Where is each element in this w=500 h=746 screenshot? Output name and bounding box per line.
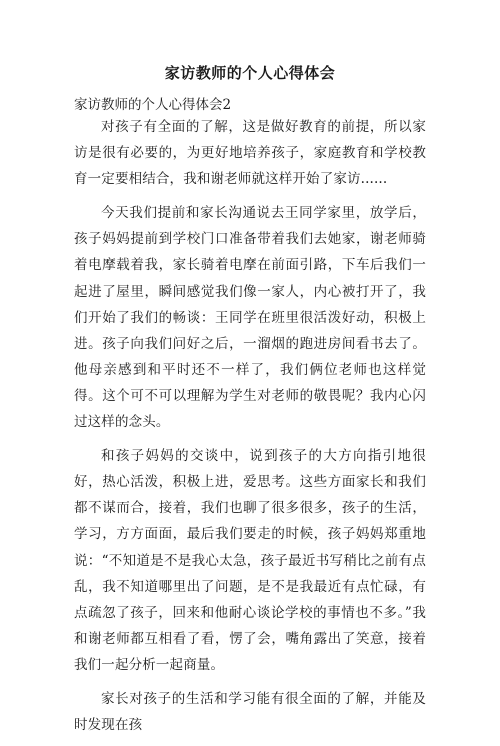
document-subtitle: 家访教师的个人心得体会2	[74, 97, 232, 113]
paragraph: 家长对孩子的生活和学习能有很全面的了解，并能及时发现在孩	[74, 690, 426, 734]
document-body	[74, 114, 426, 746]
paragraph: 今天我们提前和家长沟通说去王同学家里，放学后，孩子妈妈提前到学校门口准备带着我们去她家，谢老师骑着电摩载着我，家长骑着电摩在前面引路，下车后我们一起进了屋里，瞬间感觉我们像一家人，内心被打开了，我们开始了我们的畅谈：王同学在班里很活泼好动，积极上进。孩子向我们问好之后，一溜烟的跑进房间看书去了。他母亲感到和平时还不一样了，我们俩位老师也这样觉得。这个可不可以理解为学生对老师的敬畏呢？我内心闪过这样的念头。	[74, 205, 426, 431]
paragraph: 和孩子妈妈的交谈中，说到孩子的大方向指引地很好，热心活泼，积极上进，爱思考。这些方面家长和我们都不谋而合，接着，我们也聊了很多很多，孩子的生活，学习，方方面面，最后我们要走的时候，孩子妈妈郑重地说：“不知道是不是我心太急，孩子最近书写稍比之前有点乱，我不知道哪里出了问题，是不是我最近有点忙碌，有点疏忽了孩子，回来和他耐心谈论学校的事情也不多。”我和谢老师都互相看了看，愣了会，嘴角露出了笑意，接着我们一起分析一起商量。	[74, 448, 426, 673]
paragraph: 对孩子有全面的了解，这是做好教育的前提，所以家访是很有必要的，为更好地培养孩子，家庭教育和学校教育一定要相结合，我和谢老师就这样开始了家访......	[74, 119, 426, 188]
document-title: 家访教师的个人心得体会	[164, 64, 336, 82]
